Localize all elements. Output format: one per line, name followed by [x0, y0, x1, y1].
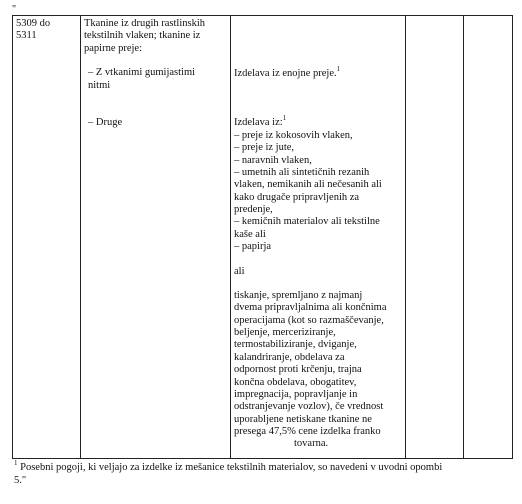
processing-alt-line: impregnacija, popravljanje in	[234, 388, 358, 400]
empty-column-cell	[406, 16, 464, 459]
processing-cell	[231, 16, 406, 459]
processing-alt-line: dvema pripravljalnima ali končnima	[234, 302, 387, 314]
footnote-line: 5."	[14, 474, 27, 486]
description-item-line: nitmi	[88, 79, 111, 91]
processing-list-line: kaše ali	[234, 228, 266, 240]
footnote-line	[14, 458, 514, 475]
footnote-text: Posebni pogoji, ki veljajo za izdelke iz mešanice tekstilnih materialov, so navedeni v uvodni opombi	[17, 462, 443, 473]
description-item-line: – Z vtkanimi gumijastimi	[88, 67, 196, 79]
empty-column-cell	[464, 16, 513, 459]
table-row	[13, 16, 513, 459]
processing-list-line: – papirja	[234, 241, 272, 253]
processing-alt-line: odpornost proti krčenju, trajna	[234, 364, 362, 376]
processing-alt-line: odstranjevanje vozlov), če vrednost	[234, 401, 384, 413]
description-heading-line: Tkanine iz drugih rastlinskih	[84, 18, 206, 29]
rules-table	[12, 15, 513, 459]
footnote-ref: 1	[282, 113, 287, 122]
processing-list-line: – naravnih vlaken,	[234, 154, 312, 166]
processing-list-line: – preje iz jute,	[234, 142, 295, 154]
description-heading-line: papirne preje:	[84, 42, 143, 54]
processing-alt-line: uporabljene netiskane tkanine ne	[234, 413, 372, 425]
hs-code-cell	[13, 16, 81, 459]
processing-list-line: – umetnih ali sintetičnih rezanih	[234, 166, 370, 178]
opening-quote-mark: "	[12, 4, 17, 15]
processing-item-text: Izdelava iz enojne preje.	[234, 68, 337, 79]
processing-alt-line: tiskanje, spremljano z najmanj	[234, 289, 363, 301]
processing-list-line: – preje iz kokosovih vlaken,	[234, 129, 353, 141]
processing-alt-line: operacijama (kot so razmaščevanje,	[234, 314, 384, 326]
processing-alt-line: presega 47,5% cene izdelka franko	[234, 426, 381, 437]
footnote-ref: 1	[336, 64, 341, 73]
processing-list-line: – kemičnih materialov ali tekstilne	[234, 216, 380, 228]
processing-alt-line: končna obdelava, obogatitev,	[234, 376, 357, 388]
processing-alt-line: tovarna.	[294, 438, 329, 450]
processing-alt-line: beljenje, merceriziranje,	[234, 327, 336, 338]
hs-code-line: 5309 do	[16, 18, 51, 29]
processing-alt-line: termostabiliziranje, dviganje,	[234, 339, 357, 351]
footnote	[14, 458, 514, 487]
hs-code-line: 5311	[16, 30, 37, 42]
footnote-marker: 1	[14, 458, 18, 467]
description-heading-line: tekstilnih vlaken; tkanine iz	[84, 30, 201, 42]
processing-item-line	[234, 64, 402, 80]
processing-intro-text: Izdelava iz:	[234, 117, 283, 129]
processing-list-line: predenje,	[234, 204, 273, 215]
description-item-line: – Druge	[88, 116, 123, 128]
description-cell	[81, 16, 231, 459]
processing-alt-line: kalandriranje, obdelava za	[234, 351, 345, 363]
processing-list-line: kako drugače pripravljenih za	[234, 191, 360, 203]
processing-list-line: vlaken, nemikanih ali nečesanih ali	[234, 179, 382, 191]
or-word: ali	[234, 265, 245, 277]
processing-intro-line	[234, 113, 402, 129]
